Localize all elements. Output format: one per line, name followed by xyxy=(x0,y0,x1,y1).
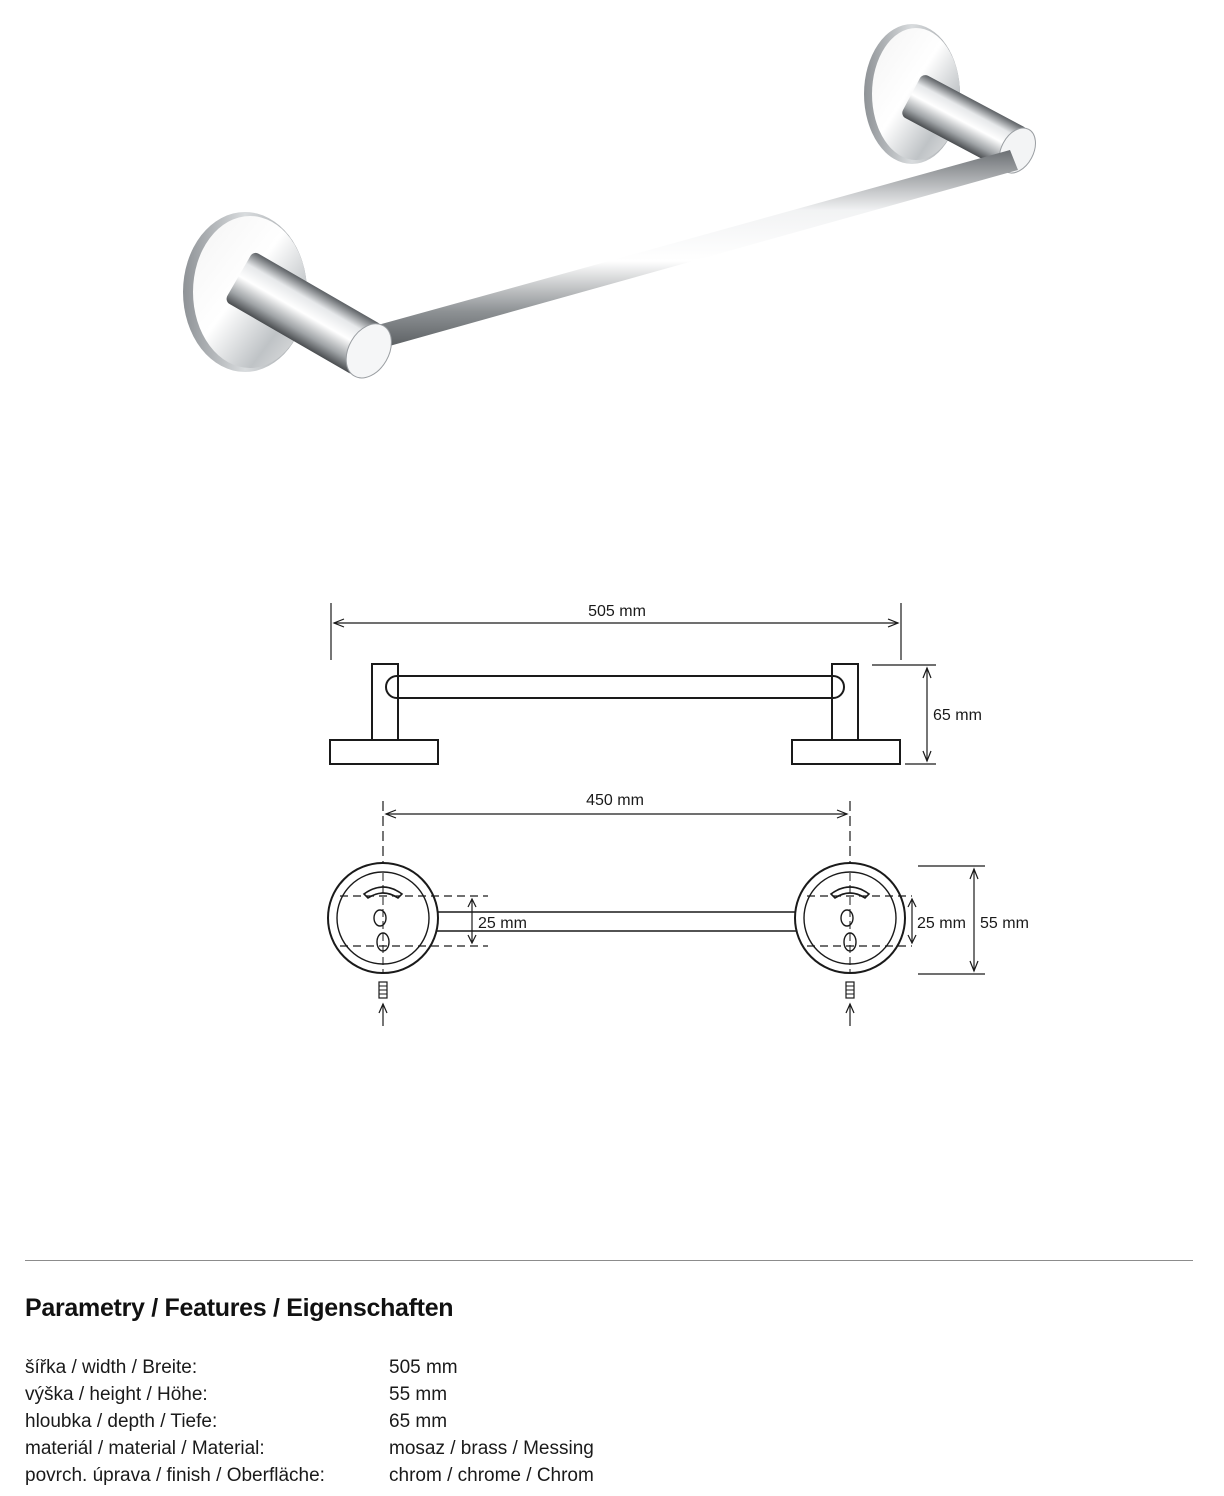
feature-label: šířka / width / Breite: xyxy=(25,1356,198,1378)
feature-value: 65 mm xyxy=(389,1410,448,1432)
features-table xyxy=(25,1354,594,1489)
feature-label: materiál / material / Material: xyxy=(25,1437,265,1459)
mount-diameter-label: 25 mm xyxy=(917,915,966,932)
table-row xyxy=(25,1408,594,1435)
features-heading: Parametry / Features / Eigenschaften xyxy=(25,1294,454,1322)
table-row xyxy=(25,1435,594,1462)
feature-value: 505 mm xyxy=(389,1356,458,1378)
feature-label: výška / height / Höhe: xyxy=(25,1383,208,1405)
feature-label: povrch. úprava / finish / Oberfläche: xyxy=(25,1464,325,1486)
rosette-diameter-label: 55 mm xyxy=(980,915,1029,932)
width-dimension-label: 505 mm xyxy=(588,603,646,620)
section-divider xyxy=(25,1260,1193,1261)
table-row xyxy=(25,1381,594,1408)
feature-value: 55 mm xyxy=(389,1383,448,1405)
feature-value: mosaz / brass / Messing xyxy=(389,1437,594,1459)
height-dimension-label: 65 mm xyxy=(933,707,982,724)
feature-value: chrom / chrome / Chrom xyxy=(389,1464,594,1486)
table-row xyxy=(25,1354,594,1381)
table-row xyxy=(25,1462,594,1489)
spacing-dimension-label: 450 mm xyxy=(586,792,644,809)
feature-label: hloubka / depth / Tiefe: xyxy=(25,1410,218,1432)
rod-diameter-label: 25 mm xyxy=(478,915,527,932)
